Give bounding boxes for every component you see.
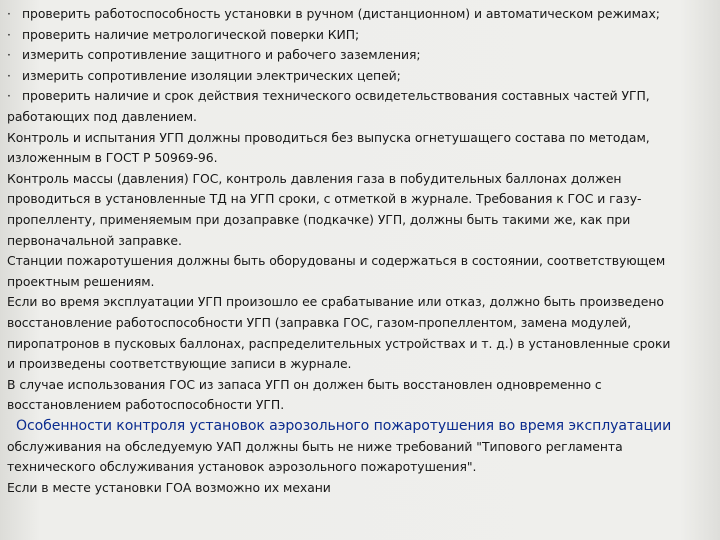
section-heading: Особенности контроля установок аэрозольного пожаротушения во время эксплуатации — [16, 417, 672, 434]
bullet-text: проверить наличие и срок действия технического освидетельствования составных частей УГП, — [22, 88, 650, 104]
bullet-marker: · — [7, 6, 11, 21]
bullet-item — [7, 25, 715, 46]
text-line: Контроль массы (давления) ГОС, контроль давления газа в побудительных баллонах должен — [7, 170, 622, 186]
text-line: проектным решениям. — [7, 273, 155, 289]
bullet-item — [7, 45, 715, 66]
bullet-marker: · — [7, 88, 11, 104]
bullet-item — [7, 86, 715, 107]
document-text — [7, 4, 715, 499]
text-line: Если во время эксплуатации УГП произошло ее срабатывание или отказ, должно быть произведено — [7, 294, 664, 310]
text-line: В случае использования ГОС из запаса УГП он должен быть восстановлен одновременно с — [7, 376, 602, 392]
bullet-marker: · — [7, 67, 11, 83]
text-line: Контроль и испытания УГП должны проводиться без выпуска огнетушащего состава по методам, — [7, 129, 650, 145]
bullet-text: измерить сопротивление защитного и рабочего заземления; — [22, 47, 421, 63]
text-line: пропелленту, применяемым при дозаправке (подкачке) УГП, должны быть такими же, как при — [7, 211, 631, 227]
text-line: проводиться в установленные ТД на УГП сроки, с отметкой в журнале. Требования к ГОС и газу- — [7, 191, 642, 207]
text-line: Если в месте установки ГОА возможно их механи — [7, 480, 331, 496]
text-line: первоначальной заправке. — [7, 232, 182, 248]
bullet-text: проверить работоспособность установки в ручном (дистанционном) и автоматическом режимах; — [22, 6, 660, 21]
text-line: технического обслуживания установок аэрозольного пожаротушения". — [7, 459, 477, 475]
text-line: Станции пожаротушения должны быть оборудованы и содержаться в состоянии, соответствующем — [7, 253, 666, 269]
text-line: и произведены соответствующие записи в журнале. — [7, 356, 352, 372]
bullet-item — [7, 66, 715, 87]
text-line: восстановление работоспособности УГП (заправка ГОС, газом-пропеллентом, замена модулей, — [7, 314, 632, 330]
text-line: обслуживания на обследуемую УАП должны быть не ниже требований "Типового регламента — [7, 438, 623, 454]
bullet-marker: · — [7, 47, 11, 63]
bullet-text: проверить наличие метрологической поверки КИП; — [22, 26, 360, 42]
text-line: изложенным в ГОСТ Р 50969-96. — [7, 150, 218, 166]
bullet-text: измерить сопротивление изоляции электрических цепей; — [22, 67, 401, 83]
text-line: восстановлением работоспособности УГП. — [7, 397, 285, 413]
bullet-item — [7, 4, 715, 25]
bullet-marker: · — [7, 26, 11, 42]
text-line: пиропатронов в пусковых баллонах, распределительных устройствах и т. д.) в установленные сроки — [7, 335, 671, 351]
text-line: работающих под давлением. — [7, 108, 197, 124]
